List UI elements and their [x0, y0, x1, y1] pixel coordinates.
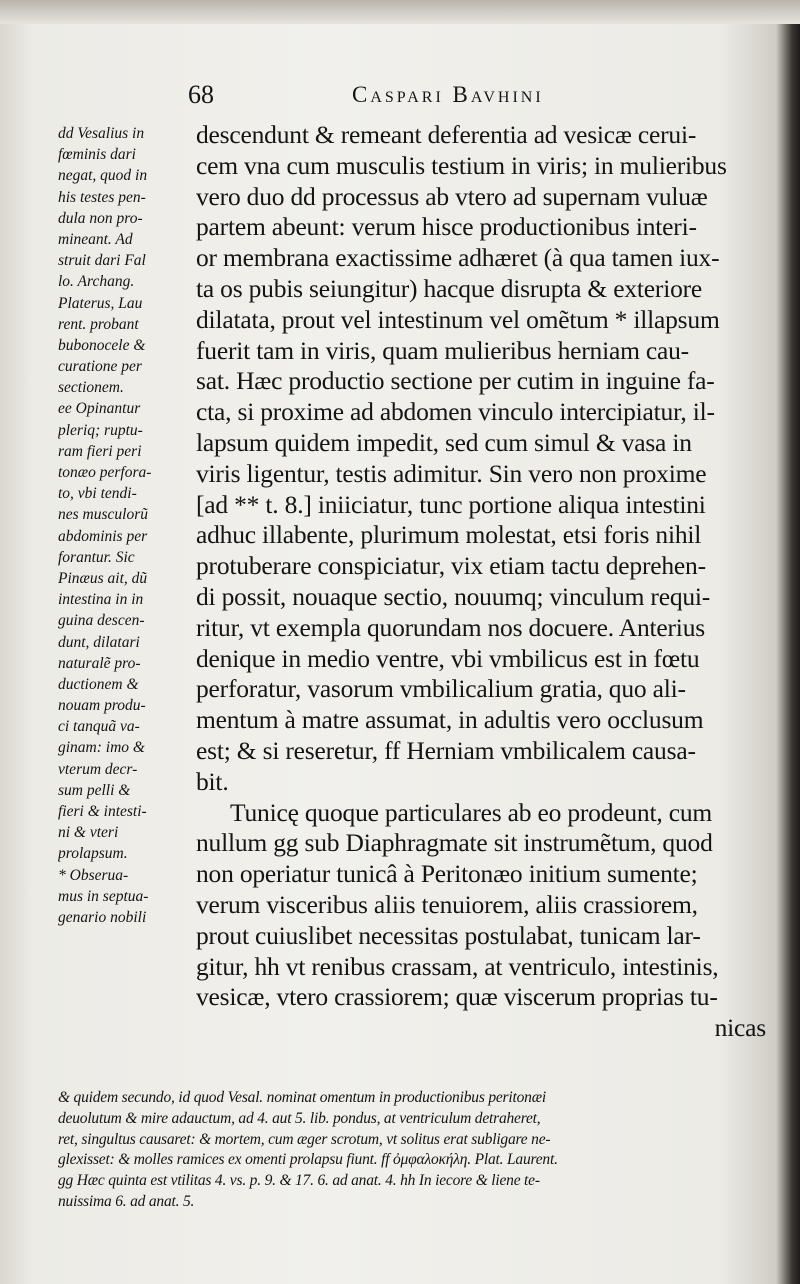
margin-note-line: naturalẽ pro- [58, 654, 141, 672]
body-text-line: ta os pubis seiungitur) hacque disrupta & exteriore [196, 273, 703, 303]
margin-note-line: sum pelli & [58, 781, 131, 799]
margin-note-line: dula non pro- [58, 209, 143, 227]
body-text-line: cta, si proxime ad abdomen vinculo intercipiatur, il- [196, 397, 715, 427]
margin-note-line: nes musculorũ [58, 506, 148, 524]
body-text-line: gitur, hh vt renibus crassam, at ventriculo, intestinis, [196, 951, 719, 981]
margin-note-line: Pinæus ait, dũ [58, 569, 148, 587]
margin-note-line: rent. probant [58, 315, 139, 333]
footnote-line: nuissima 6. ad anat. 5. [58, 1192, 195, 1210]
body-text-line: or membrana exactissime adhæret (à qua tamen iux- [196, 243, 720, 273]
body-text-line: di possit, nouaque sectio, nouumq; vinculum requi- [196, 581, 711, 611]
margin-note-line: ni & vteri [58, 824, 119, 842]
footnote-line: gg Hæc quinta est vtilitas 4. vs. p. 9. & 17. 6. ad anat. 4. hh In iecore & liene te- [58, 1172, 540, 1190]
margin-note-line: mineant. Ad [58, 230, 133, 248]
margin-note-line: guina descen- [58, 612, 145, 630]
margin-note-line: vterum decr- [58, 760, 138, 778]
body-text-line: partem abeunt: verum hisce productionibus interi- [196, 212, 697, 242]
body-text-line: est; & si reseretur, ff Herniam vmbilicalem causa- [196, 735, 696, 765]
body-text-line: fuerit tam in viris, quam mulieribus herniam cau- [196, 335, 689, 365]
body-text-line: mentum à matre assumat, in adultis vero occlusum [196, 705, 704, 735]
body-text-line: lapsum quidem impedit, sed cum simul & vasa in [196, 427, 692, 457]
body-text-line: bit. [196, 766, 229, 796]
margin-note-line: tonæo perfora- [58, 464, 152, 481]
margin-note-line: fœminis dari [58, 146, 136, 164]
main-text [196, 120, 770, 1044]
margin-note-line: pleriq; ruptu- [58, 421, 143, 439]
margin-note-line: dunt, dilatari [58, 633, 140, 651]
body-text-line: cem vna cum musculis testium in viris; in mulieribus [196, 150, 727, 180]
margin-note-line: negat, quod in [58, 167, 148, 185]
body-text-line: denique in medio ventre, vbi vmbilicus est in fœtu [196, 643, 700, 673]
margin-note-line: prolapsum. [58, 845, 128, 863]
body-text-line: vero duo dd processus ab vtero ad supernam vuluæ [196, 181, 708, 211]
margin-note-line: genario nobili [58, 908, 147, 926]
body-text-line: non operiatur tunicâ à Peritonæo initium sumente; [196, 859, 698, 889]
body-text-line: viris ligentur, testis adimitur. Sin vero non proxime [196, 458, 707, 488]
margin-note-line: curatione per [58, 358, 142, 376]
page-number: 68 [188, 80, 214, 109]
margin-note-line: sectionem. [58, 379, 124, 397]
body-text-line: protuberare conspiciatur, vix etiam tactu deprehen- [196, 551, 706, 581]
margin-note-line: lo. Archang. [58, 273, 135, 291]
margin-note-line: forantur. Sic [58, 548, 135, 566]
margin-note-line: bubonocele & [58, 336, 146, 354]
margin-note-line: ductionem & [58, 675, 139, 693]
body-text-line: vesicæ, vtero crassiorem; quæ viscerum proprias tu- [196, 982, 718, 1012]
margin-note-line: his testes pen- [58, 188, 146, 206]
body-text-line: nullum gg sub Diaphragmate sit instrumẽtum, quod [196, 828, 713, 858]
margin-note-line: struit dari Fal [58, 252, 146, 270]
margin-notes [58, 123, 192, 928]
footnote-line: deuolutum & mire adauctum, ad 4. aut 5. lib. pondus, at ventriculum detraheret, [58, 1109, 541, 1127]
margin-note-line: mus in septua- [58, 887, 149, 905]
body-text-line: [ad ** t. 8.] iniiciatur, tunc portione aliqua intestini [196, 489, 706, 519]
margin-note-line: ee Opinantur [58, 400, 141, 418]
body-text-line: perforatur, vasorum vmbilicalium gratia, quo ali- [196, 674, 686, 704]
page-top-edge [0, 0, 800, 24]
footnote-line: glexisset: & molles ramices ex omenti prolapsu fiunt. ff ὀμφαλοκήλη. Plat. Laurent. [58, 1151, 558, 1169]
footnote-line: & quidem secundo, id quod Vesal. nominat omentum in productionibus peritonæi [58, 1089, 546, 1106]
running-title: Caspari Bavhini [352, 82, 544, 107]
margin-note-line: dd Vesalius in [58, 125, 145, 142]
margin-note-line: to, vbi tendi- [58, 485, 137, 503]
body-text-line: verum visceribus aliis tenuiorem, aliis crassiorem, [196, 889, 698, 919]
margin-note-line: ginam: imo & [58, 739, 145, 757]
body-text-line: prout cuiuslibet necessitas postulabat, tunicam lar- [196, 920, 701, 950]
body-text-line: descendunt & remeant deferentia ad vesicæ cerui- [196, 120, 697, 149]
body-text-line: ritur, vt exempla quorundam nos docuere. Anterius [196, 612, 705, 642]
margin-note-line: * Obserua- [58, 866, 129, 884]
margin-note-line: ci tanquã va- [58, 718, 140, 736]
margin-note-line: ram fieri peri [58, 442, 142, 460]
body-text-line: sat. Hæc productio sectione per cutim in inguine fa- [196, 366, 715, 396]
footnote-line: ret, singultus causaret: & mortem, cum æger scrotum, vt solitus erat subligare ne- [58, 1130, 551, 1148]
margin-note-line: abdominis per [58, 527, 148, 545]
margin-note-line: Platerus, Lau [58, 294, 143, 312]
body-text-line: nicas [714, 1013, 766, 1043]
footnotes [58, 1088, 770, 1213]
body-text-line: adhuc illabente, plurimum molestat, etsi foris nihil [196, 520, 702, 550]
margin-note-line: intestina in in [58, 591, 144, 609]
body-text-line: Tunicę quoque particulares ab eo prodeunt, cum [230, 797, 713, 827]
page-header [0, 80, 800, 120]
body-text-line: dilatata, prout vel intestinum vel omẽtum * illapsum [196, 304, 720, 334]
margin-note-line: fieri & intesti- [58, 803, 147, 820]
margin-note-line: nouam produ- [58, 697, 146, 715]
